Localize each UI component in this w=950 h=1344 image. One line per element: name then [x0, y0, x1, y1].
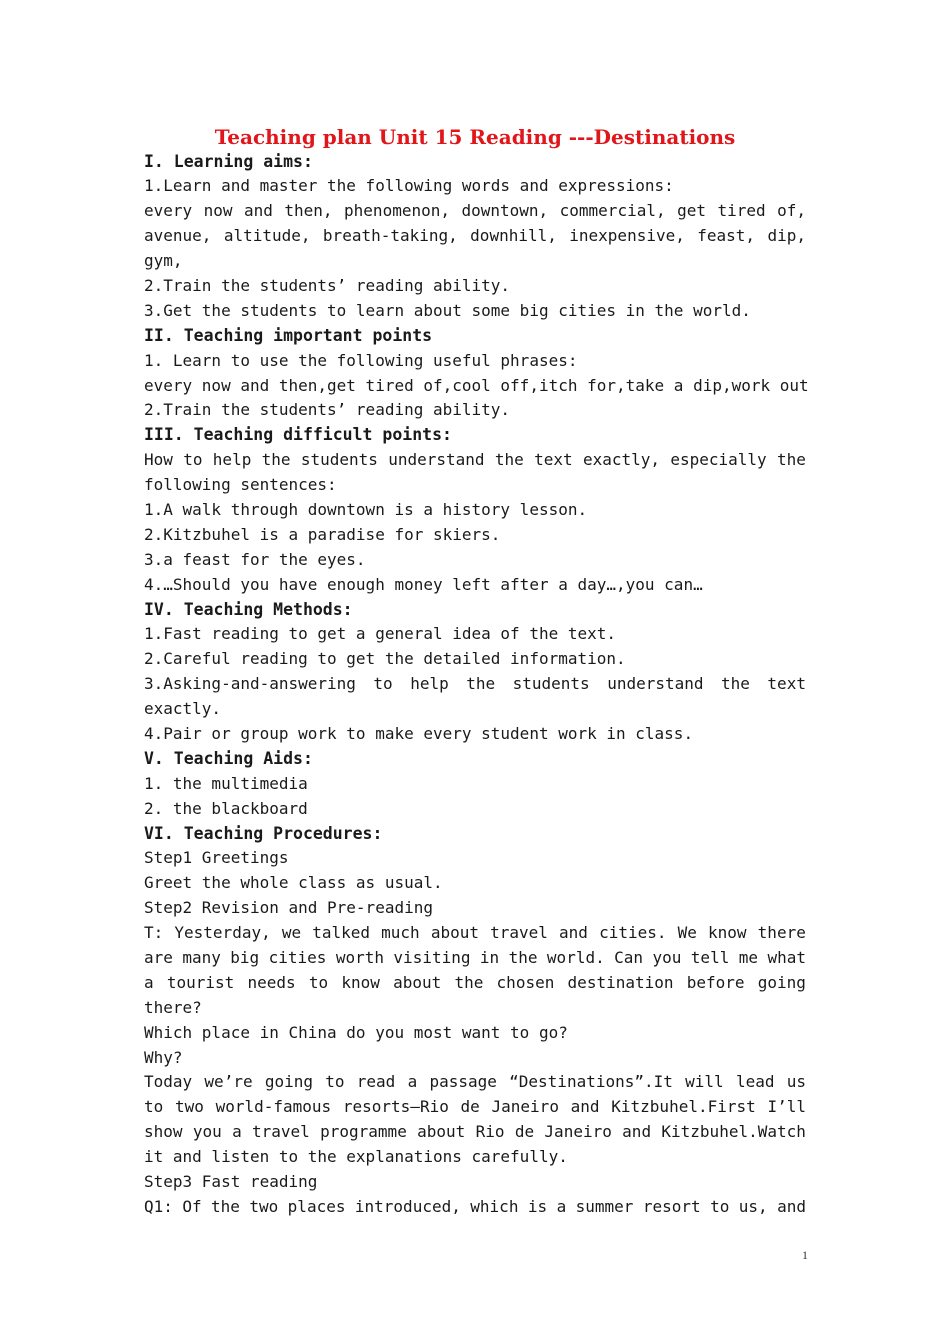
section-heading: II. Teaching important points: [144, 325, 433, 345]
text-line: show you a travel programme about Rio de Janeiro and Kitzbuhel.Watch: [144, 1122, 806, 1142]
text-line: Step2 Revision and Pre-reading: [144, 898, 433, 918]
text-line: 3.Get the students to learn about some big cities in the world.: [144, 300, 751, 320]
text-line: Today we’re going to read a passage “Destinations”.It will lead us: [144, 1072, 806, 1092]
text-line: exactly.: [144, 699, 222, 719]
section-heading: III. Teaching difficult points:: [144, 425, 452, 445]
text-line: a tourist needs to know about the chosen destination before going: [144, 972, 806, 992]
text-line: to two world-famous resorts—Rio de Janeiro and Kitzbuhel.First I’ll: [144, 1097, 806, 1117]
text-line: 3.Asking-and-answering to help the students understand the text: [144, 674, 806, 694]
text-line: 2.Train the students’ reading ability.: [144, 400, 511, 420]
text-line: Which place in China do you most want to go?: [144, 1022, 568, 1042]
text-line: every now and then, phenomenon, downtown, commercial, get tired of,: [144, 201, 806, 221]
text-line: gym,: [144, 251, 183, 271]
text-line: Step1 Greetings: [144, 848, 289, 868]
text-line: 2.Careful reading to get the detailed information.: [144, 649, 626, 669]
text-line: every now and then,get tired of,cool off,itch for,take a dip,work out: [144, 375, 809, 395]
text-line: avenue, altitude, breath-taking, downhill, inexpensive, feast, dip,: [144, 226, 806, 246]
text-line: following sentences:: [144, 475, 337, 495]
text-line: T: Yesterday, we talked much about travel and cities. We know there: [144, 923, 806, 943]
text-line: 1. Learn to use the following useful phrases:: [144, 350, 578, 370]
text-line: there?: [144, 997, 202, 1017]
section-heading: I. Learning aims:: [144, 151, 313, 171]
text-line: Step3 Fast reading: [144, 1172, 318, 1192]
text-line: Q1: Of the two places introduced, which is a summer resort to us, and: [144, 1196, 806, 1216]
section-heading: VI. Teaching Procedures:: [144, 823, 383, 843]
text-line: 2.Kitzbuhel is a paradise for skiers.: [144, 524, 501, 544]
text-line: it and listen to the explanations carefully.: [144, 1147, 568, 1167]
text-line: 1.Learn and master the following words and expressions:: [144, 176, 674, 196]
text-line: Why?: [144, 1047, 183, 1067]
text-line: 3.a feast for the eyes.: [144, 549, 366, 569]
section-heading: V. Teaching Aids:: [144, 748, 313, 768]
text-line: 2.Train the students’ reading ability.: [144, 275, 511, 295]
page-title: Teaching plan Unit 15 Reading ---Destinations: [214, 125, 736, 149]
text-line: 4.…Should you have enough money left after a day…,you can…: [144, 574, 703, 594]
text-line: are many big cities worth visiting in the world. Can you tell me what: [144, 948, 806, 967]
text-line: 1. the multimedia: [144, 773, 308, 793]
section-heading: IV. Teaching Methods:: [144, 599, 353, 619]
document-body: [144, 150, 809, 1220]
text-line: How to help the students understand the text exactly, especially the: [144, 450, 806, 470]
page-number: 1: [802, 1248, 808, 1262]
text-line: 4.Pair or group work to make every student work in class.: [144, 723, 694, 743]
text-line: 1.A walk through downtown is a history lesson.: [144, 499, 588, 519]
text-line: 1.Fast reading to get a general idea of the text.: [144, 624, 617, 644]
text-line: 2. the blackboard: [144, 798, 308, 818]
text-line: Greet the whole class as usual.: [144, 873, 443, 893]
